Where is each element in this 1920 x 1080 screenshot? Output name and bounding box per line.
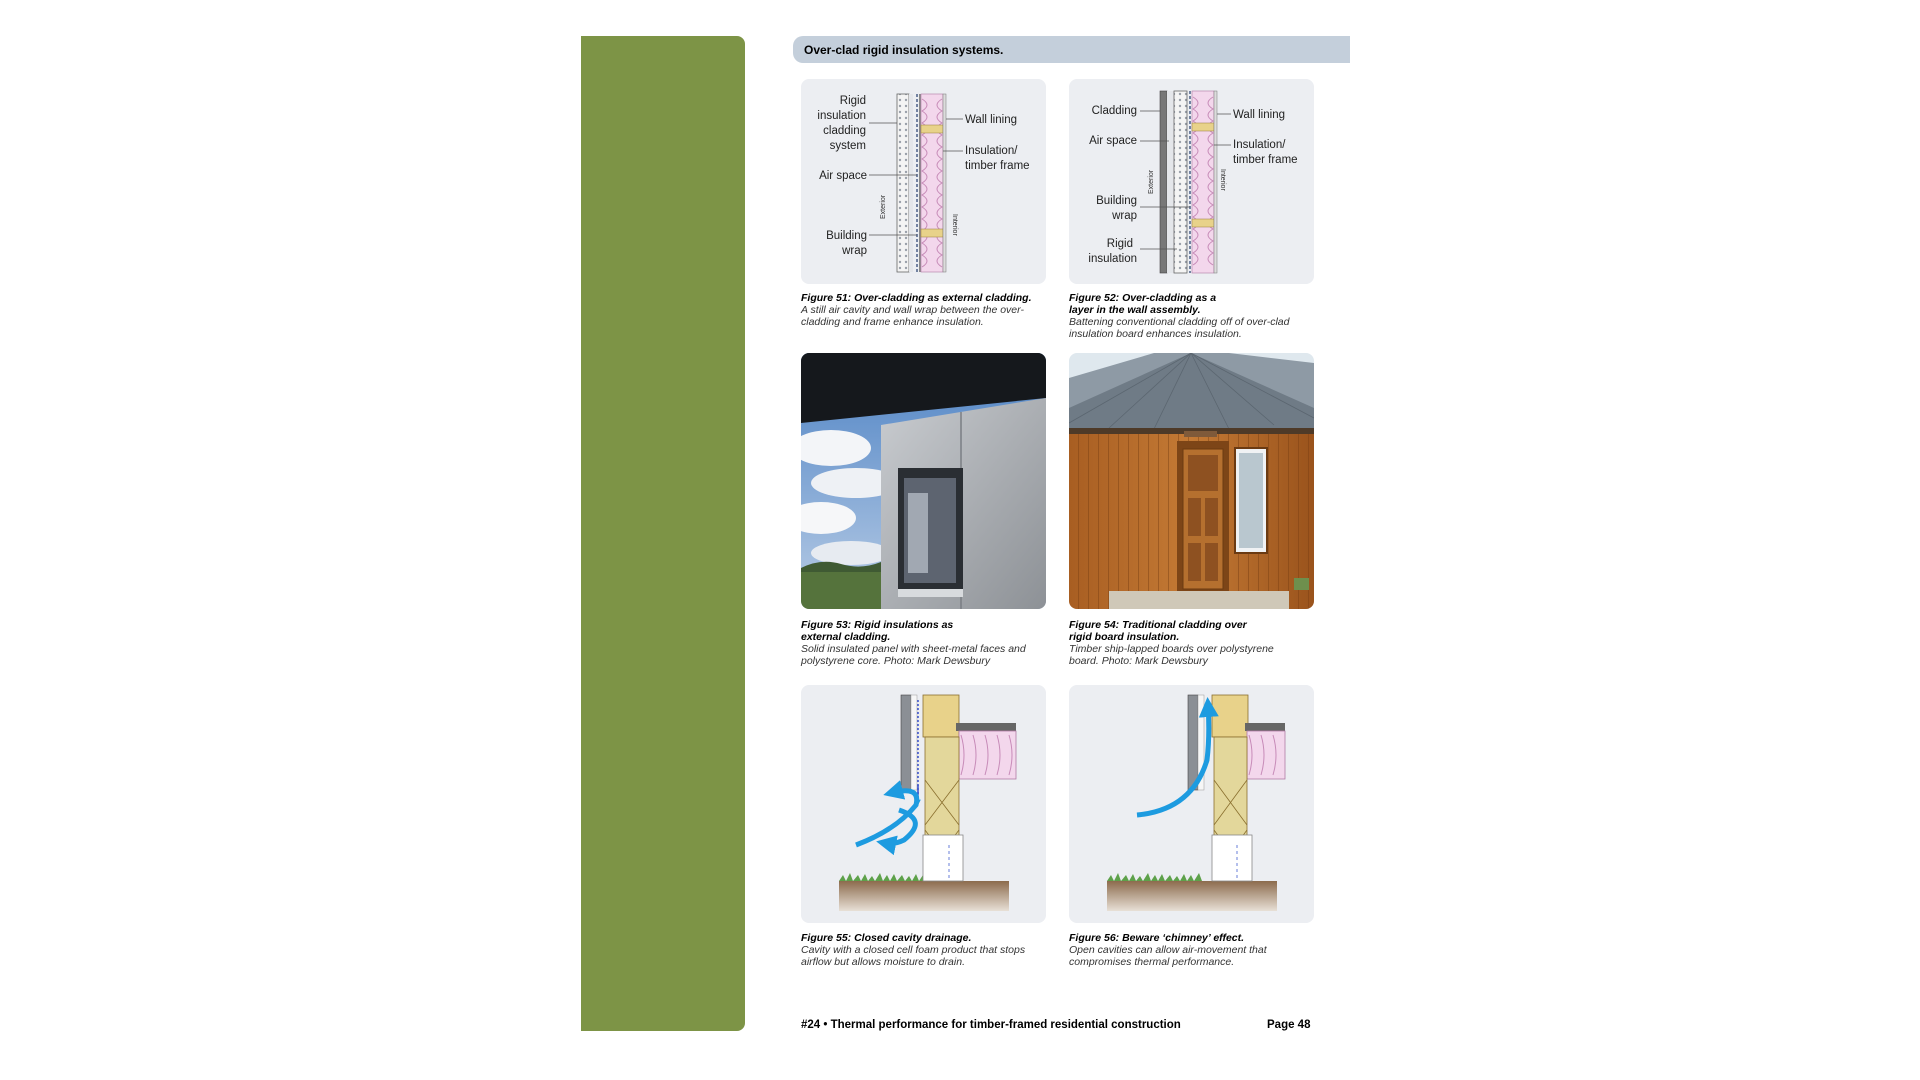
caption-title: Figure 54: Traditional cladding over bbox=[1069, 619, 1247, 631]
figure-51-caption bbox=[801, 292, 1056, 328]
label-rigid-insulation-2: insulation bbox=[1088, 253, 1137, 265]
figure-53-photo bbox=[801, 353, 1046, 609]
caption-description: compromises thermal performance. bbox=[1069, 956, 1235, 968]
figure-55-diagram bbox=[801, 685, 1046, 923]
caption-title: external cladding. bbox=[801, 631, 891, 643]
label-building-wrap-2: wrap bbox=[1112, 210, 1137, 222]
figure-54-caption bbox=[1069, 619, 1324, 667]
label-insulation-1: Insulation/ bbox=[965, 145, 1018, 157]
label-building-wrap-2: wrap bbox=[842, 245, 867, 257]
label-rigid-insulation-1: Rigid bbox=[1106, 238, 1133, 250]
label-rigid-4: system bbox=[829, 140, 866, 152]
figure-54-photo bbox=[1069, 353, 1314, 609]
label-insulation-2: timber frame bbox=[965, 160, 1030, 172]
label-insulation-2: timber frame bbox=[1233, 154, 1298, 166]
figure-55-caption bbox=[801, 932, 1056, 968]
label-wall-lining: Wall lining bbox=[965, 114, 1017, 126]
label-exterior: Exterior bbox=[1148, 169, 1155, 194]
label-insulation-1: Insulation/ bbox=[1233, 139, 1286, 151]
label-wall-lining: Wall lining bbox=[1233, 109, 1285, 121]
label-rigid-1: Rigid bbox=[839, 95, 866, 107]
caption-description: Timber ship-lapped boards over polystyrene bbox=[1069, 643, 1274, 655]
caption-description: Open cavities can allow air-movement that bbox=[1069, 944, 1267, 956]
sidebar-color-band bbox=[581, 36, 745, 1031]
label-building-wrap-1: Building bbox=[826, 230, 867, 242]
caption-title: layer in the wall assembly. bbox=[1069, 304, 1201, 316]
caption-description: polystyrene core. Photo: Mark Dewsbury bbox=[801, 655, 991, 667]
label-interior: Interior bbox=[1219, 169, 1226, 191]
caption-description: airflow but allows moisture to drain. bbox=[801, 956, 965, 968]
label-building-wrap-1: Building bbox=[1096, 195, 1137, 207]
label-rigid-3: cladding bbox=[823, 125, 866, 137]
figure-56-caption bbox=[1069, 932, 1324, 968]
figure-52-diagram bbox=[1069, 79, 1314, 284]
caption-description: cladding and frame enhance insulation. bbox=[801, 316, 984, 328]
footer-page-number: Page 48 bbox=[1267, 1019, 1311, 1031]
figure-51-diagram bbox=[801, 79, 1046, 284]
caption-description: insulation board enhances insulation. bbox=[1069, 328, 1242, 340]
caption-title: rigid board insulation. bbox=[1069, 631, 1180, 643]
caption-description: Battening conventional cladding off of over-clad bbox=[1069, 316, 1290, 328]
label-cladding: Cladding bbox=[1091, 105, 1137, 117]
caption-description: Cavity with a closed cell foam product that stops bbox=[801, 944, 1026, 956]
caption-title: Figure 52: Over-cladding as a bbox=[1069, 292, 1217, 304]
caption-title: Figure 55: Closed cavity drainage. bbox=[801, 932, 972, 944]
section-title: Over-clad rigid insulation systems. bbox=[804, 43, 1004, 57]
caption-description: Solid insulated panel with sheet-metal faces and bbox=[801, 643, 1026, 655]
caption-description: A still air cavity and wall wrap between the over- bbox=[801, 304, 1024, 316]
caption-title: Figure 53: Rigid insulations as bbox=[801, 619, 954, 631]
caption-title: Figure 56: Beware ‘chimney’ effect. bbox=[1069, 932, 1245, 944]
section-header bbox=[793, 36, 1350, 63]
label-interior: Interior bbox=[951, 214, 958, 236]
figure-53-caption bbox=[801, 619, 1056, 667]
label-exterior: Exterior bbox=[880, 194, 887, 219]
caption-title: Figure 51: Over-cladding as external cladding. bbox=[801, 292, 1032, 304]
label-air-space: Air space bbox=[819, 170, 867, 182]
figure-52-caption bbox=[1069, 292, 1324, 340]
figure-56-diagram bbox=[1069, 685, 1314, 923]
label-air-space: Air space bbox=[1089, 135, 1137, 147]
caption-description: board. Photo: Mark Dewsbury bbox=[1069, 655, 1208, 667]
footer-document-title: #24 • Thermal performance for timber-framed residential construction bbox=[801, 1019, 1181, 1031]
label-rigid-2: insulation bbox=[817, 110, 866, 122]
